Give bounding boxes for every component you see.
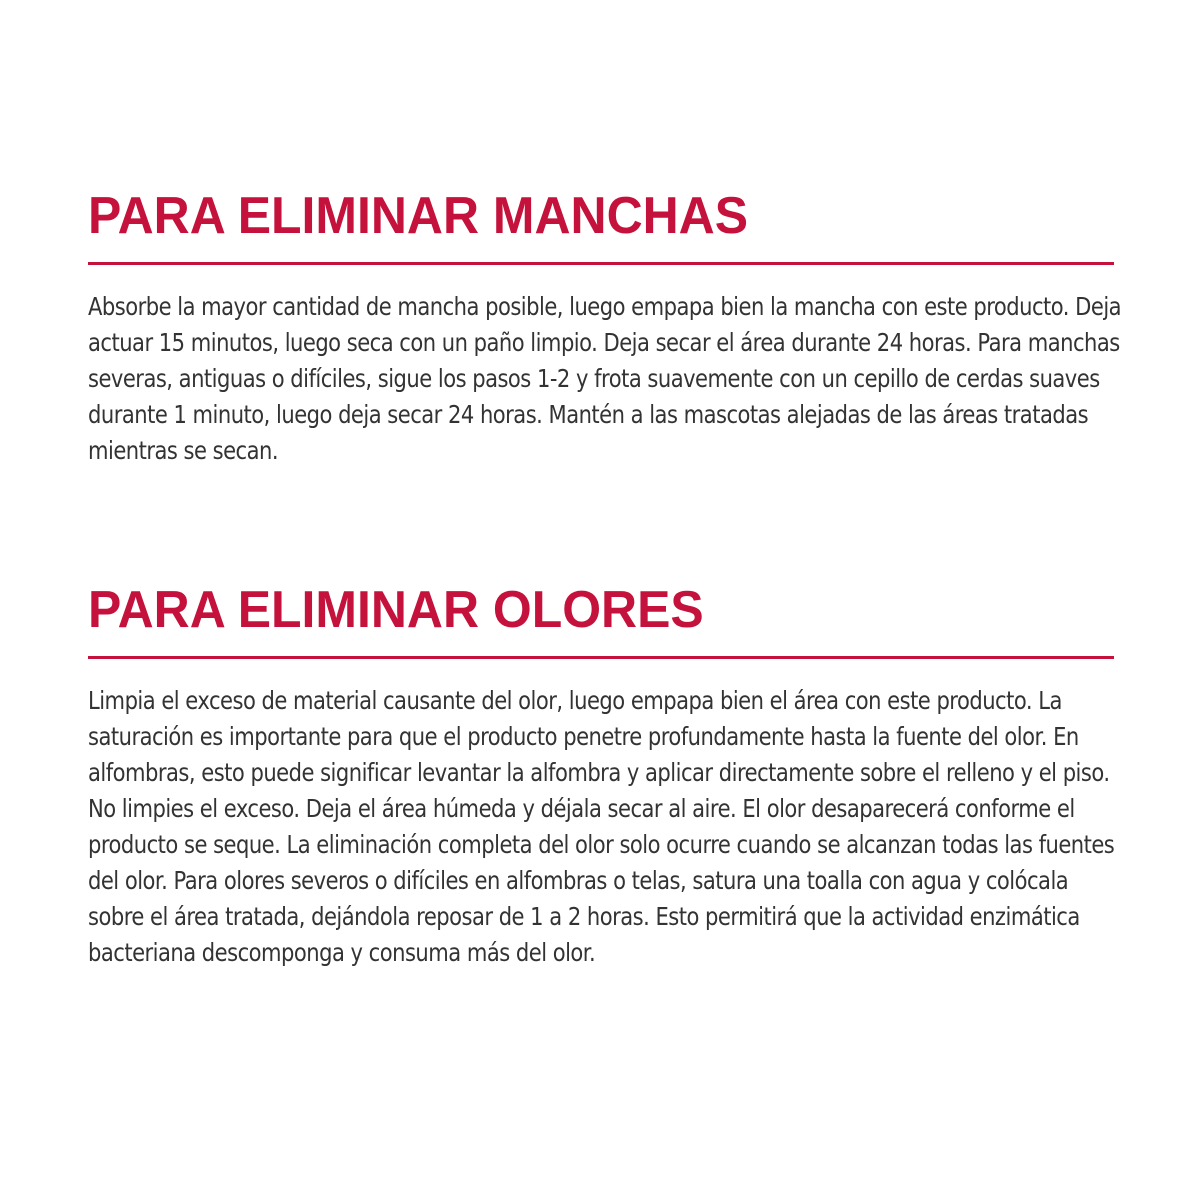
odor-removal-divider xyxy=(88,656,1114,659)
stain-removal-instructions: Absorbe la mayor cantidad de mancha posible, luego empapa bien la mancha con este producto. Deja actuar 15 minutos, luego seca con un paño limpio. Deja secar el área durante 24 horas. Para manchas severas, antiguas o difíciles, sigue los pasos 1-2 y frota suavemente con un cepillo de cerdas suaves durante 1 minuto, luego deja secar 24 horas. Mantén a las mascotas alejadas de las áreas tratadas mientras se secan. xyxy=(88,292,1122,465)
stain-removal-divider xyxy=(88,262,1114,265)
stain-removal-section xyxy=(88,187,1122,469)
odor-removal-section xyxy=(88,582,1114,971)
odor-removal-instructions: Limpia el exceso de material causante del olor, luego empapa bien el área con este producto. La saturación es importante para que el producto penetre profundamente hasta la fuente del olor. En alfombras, esto puede significar levantar la alfombra y aplicar directamente sobre el relleno y el piso. No limpies el exceso. Deja el área húmeda y déjala secar al aire. El olor desaparecerá conforme el producto se seque. La eliminación completa del olor solo ocurre cuando se alcanzan todas las fuentes del olor. Para olores severos o difíciles en alfombras o telas, satura una toalla con agua y colócala sobre el área tratada, dejándola reposar de 1 a 2 horas. Esto permitirá que la actividad enzimática bacteriana descomponga y consuma más del olor. xyxy=(88,686,1115,967)
stain-removal-heading: PARA ELIMINAR MANCHAS xyxy=(88,187,749,245)
odor-removal-heading: PARA ELIMINAR OLORES xyxy=(88,581,704,639)
